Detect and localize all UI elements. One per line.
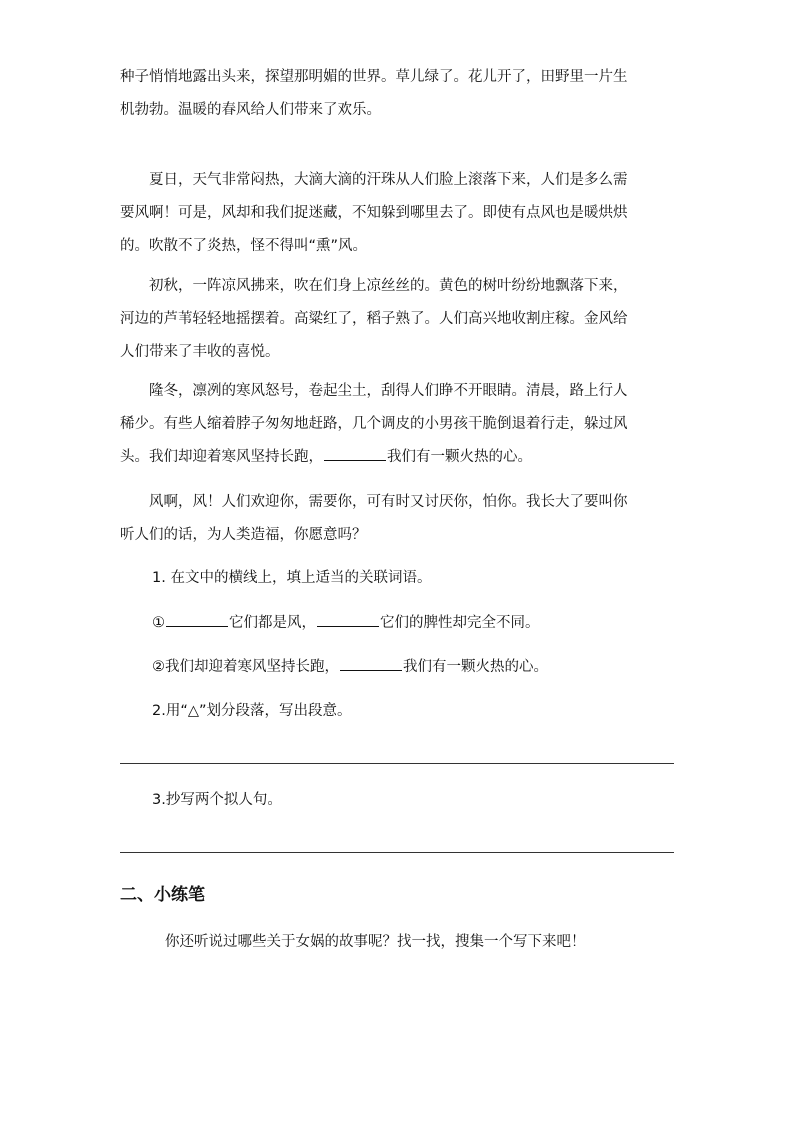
text-fragment: 它们都是风， bbox=[229, 615, 316, 631]
paragraph-autumn bbox=[120, 270, 676, 369]
writing-prompt: 你还听说过哪些关于女娲的故事呢？找一找，搜集一个写下来吧！ bbox=[165, 934, 586, 950]
text-line: 初秋，一阵凉风拂来，吹在们身上凉丝丝的。黄色的树叶纷纷地飘落下来， bbox=[120, 278, 628, 294]
answer-blank[interactable] bbox=[324, 446, 386, 461]
text-line: 河边的芦苇轻轻地摇摆着。高粱红了，稻子熟了。人们高兴地收割庄稼。金风给 bbox=[120, 311, 628, 327]
answer-blank[interactable] bbox=[340, 656, 402, 671]
paragraph-wind bbox=[120, 486, 676, 552]
text-line: 风啊，风！人们欢迎你，需要你，可有时又讨厌你，怕你。我长大了要叫你 bbox=[120, 494, 628, 510]
question-1: 1. 在文中的横线上，填上适当的关联词语。 bbox=[152, 570, 432, 586]
paragraph-spring bbox=[120, 61, 676, 127]
text-line: 隆冬，凛冽的寒风怒号，卷起尘土，刮得人们睁不开眼睛。清晨，路上行人 bbox=[120, 383, 628, 399]
text-line: 的。吹散不了炎热，怪不得叫“熏”风。 bbox=[120, 238, 368, 254]
text-line: 听人们的话，为人类造福，你愿意吗？ bbox=[120, 527, 367, 543]
text-fragment: 头。我们却迎着寒风坚持长跑， bbox=[120, 449, 323, 465]
text-fragment: 它们的脾性却完全不同。 bbox=[380, 615, 540, 631]
text-line: 机勃勃。温暖的春风给人们带来了欢乐。 bbox=[120, 102, 381, 118]
question-1b bbox=[152, 656, 548, 677]
text-fragment: 我们有一颗火热的心。 bbox=[387, 449, 532, 465]
paragraph-summer bbox=[120, 164, 676, 263]
text-fragment: ① bbox=[152, 615, 165, 631]
text-line: 稀少。有些人缩着脖子匆匆地赶路，几个调皮的小男孩干脆倒退着行走，躲过风 bbox=[120, 416, 628, 432]
text-line: 种子悄悄地露出头来，探望那明媚的世界。草儿绿了。花儿开了，田野里一片生 bbox=[120, 69, 628, 85]
question-1a bbox=[152, 612, 540, 633]
question-2: 2.用“△”划分段落，写出段意。 bbox=[152, 703, 352, 719]
answer-blank[interactable] bbox=[317, 612, 379, 627]
answer-blank[interactable] bbox=[166, 612, 228, 627]
text-line: 要风啊！可是，风却和我们捉迷藏，不知躲到哪里去了。即使有点风也是暖烘烘 bbox=[120, 205, 628, 221]
answer-line[interactable] bbox=[120, 763, 674, 764]
text-line-with-blank bbox=[120, 441, 676, 474]
question-3: 3.抄写两个拟人句。 bbox=[152, 792, 282, 808]
answer-line[interactable] bbox=[120, 852, 674, 853]
text-line: 人们带来了丰收的喜悦。 bbox=[120, 344, 280, 360]
text-fragment: ②我们却迎着寒风坚持长跑， bbox=[152, 659, 339, 675]
section-heading: 二、小练笔 bbox=[120, 885, 205, 905]
paragraph-winter bbox=[120, 375, 676, 474]
text-fragment: 我们有一颗火热的心。 bbox=[403, 659, 548, 675]
text-line: 夏日，天气非常闷热，大滴大滴的汗珠从人们脸上滚落下来，人们是多么需 bbox=[120, 172, 628, 188]
